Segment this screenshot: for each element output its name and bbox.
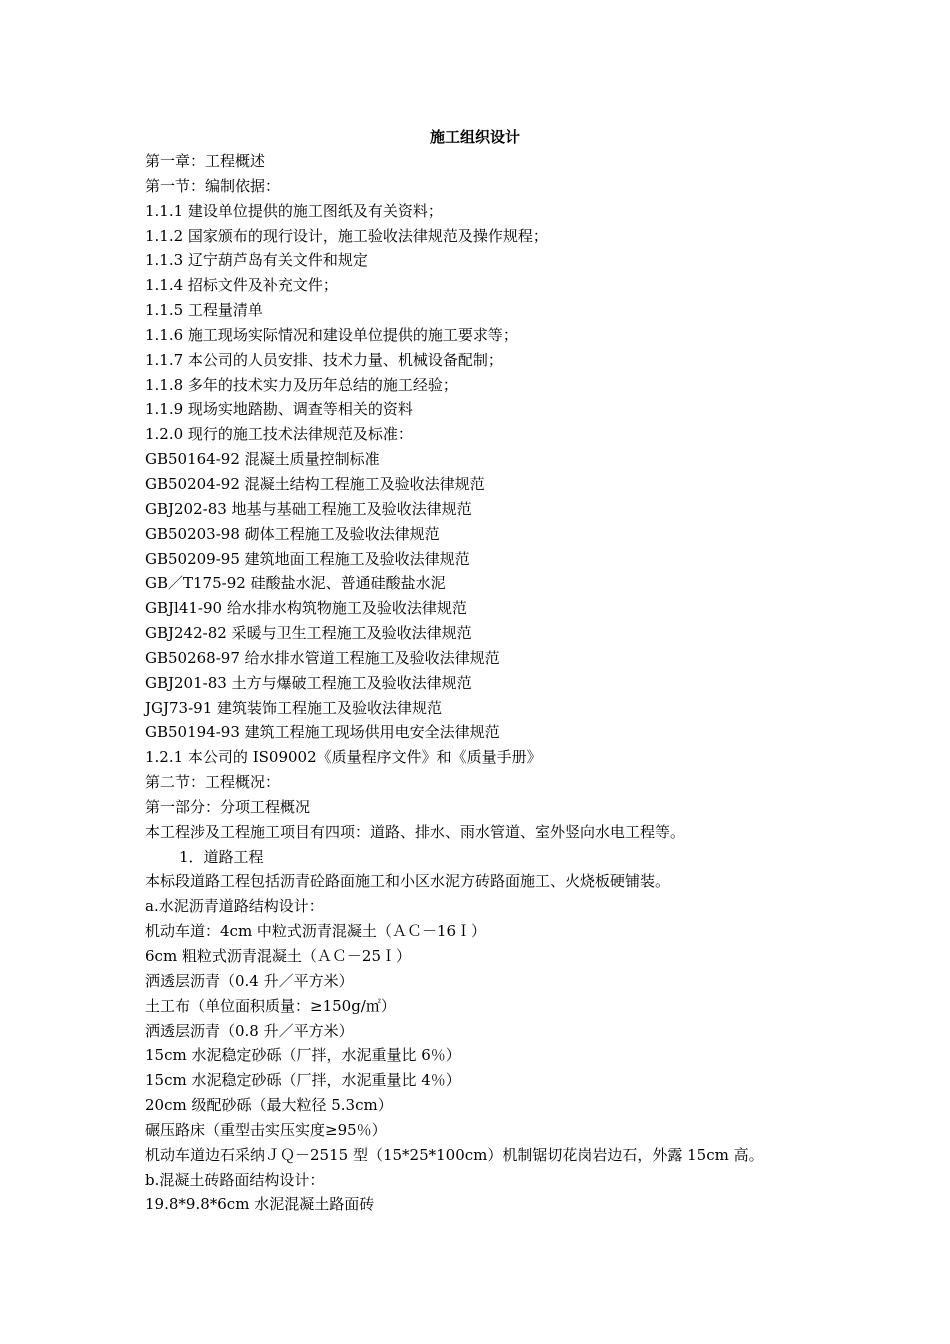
standard-item: GB50204-92 混凝土结构工程施工及验收法律规范: [145, 474, 485, 493]
basis-item: 1.1.9 现场实地踏勘、调查等相关的资料: [145, 400, 413, 419]
subsection-heading: b.混凝土砖路面结构设计：: [145, 1170, 325, 1189]
basis-item: 1.1.1 建设单位提供的施工图纸及有关资料；: [145, 201, 443, 220]
structure-layer: 碾压路床（重型击实压实度≥95％）: [145, 1120, 387, 1139]
structure-layer: 机动车道：4cm 中粒式沥青混凝土（ＡＣ－16Ｉ）: [145, 922, 487, 941]
standard-item: GBJ242-82 采暖与卫生工程施工及验收法律规范: [145, 624, 472, 643]
standard-item: GBJ202-83 地基与基础工程施工及验收法律规范: [145, 499, 472, 518]
basis-item: 1.2.1 本公司的 IS09002《质量程序文件》和《质量手册》: [145, 748, 542, 767]
structure-layer: 土工布（单位面积质量：≥150g/㎡）: [145, 996, 396, 1015]
paragraph: 本工程涉及工程施工项目有四项：道路、排水、雨水管道、室外竖向水电工程等。: [145, 822, 686, 841]
structure-layer: 20cm 级配砂砾（最大粒径 5.3cm）: [145, 1096, 393, 1115]
structure-layer: 洒透层沥青（0.4 升／平方米）: [145, 971, 354, 990]
document-body: [145, 149, 845, 1217]
basis-item: 1.1.5 工程量清单: [145, 301, 263, 320]
chapter-heading: 第一章：工程概述: [145, 152, 266, 170]
part-heading: 第一部分：分项工程概况: [145, 797, 311, 816]
section-heading: 第二节：工程概况：: [145, 773, 281, 792]
structure-layer: 洒透层沥青（0.8 升／平方米）: [145, 1021, 354, 1040]
standard-item: GB50203-98 砌体工程施工及验收法律规范: [145, 524, 440, 543]
section-heading: 第一节：编制依据：: [145, 176, 281, 195]
standard-item: GB／T175-92 硅酸盐水泥、普通硅酸盐水泥: [145, 574, 446, 593]
structure-layer: 19.8*9.8*6cm 水泥混凝土路面砖: [145, 1195, 375, 1214]
standard-item: JGJ73-91 建筑装饰工程施工及验收法律规范: [145, 698, 443, 717]
standard-item: GBJ201-83 土方与爆破工程施工及验收法律规范: [145, 673, 472, 692]
structure-layer: 6cm 粗粒式沥青混凝土（ＡＣ－25Ｉ）: [145, 947, 412, 965]
paragraph: 机动车道边石采纳ＪＱ－2515 型（15*25*100cm）机制锯切花岗岩边石，外露 15cm 高。: [145, 1145, 764, 1164]
structure-layer: 15cm 水泥稳定砂砾（厂拌，水泥重量比 4％）: [145, 1071, 461, 1090]
document-title: 施工组织设计: [429, 128, 520, 146]
standard-item: GB50268-97 给水排水管道工程施工及验收法律规范: [145, 648, 500, 667]
subsection-heading: a.水泥沥青道路结构设计：: [145, 897, 324, 916]
basis-item: 1.1.2 国家颁布的现行设计，施工验收法律规范及操作规程；: [145, 226, 548, 245]
standard-item: GB50209-95 建筑地面工程施工及验收法律规范: [145, 549, 470, 568]
basis-item: 1.1.3 辽宁葫芦岛有关文件和规定: [145, 251, 368, 270]
structure-layer: 15cm 水泥稳定砂砾（厂拌，水泥重量比 6％）: [145, 1046, 461, 1065]
basis-item: 1.2.0 现行的施工技术法律规范及标准：: [145, 425, 413, 444]
basis-item: 1.1.4 招标文件及补充文件；: [145, 276, 338, 295]
standard-item: GBJl41-90 给水排水构筑物施工及验收法律规范: [145, 599, 467, 618]
basis-item: 1.1.8 多年的技术实力及历年总结的施工经验；: [145, 375, 458, 394]
standard-item: GB50164-92 混凝土质量控制标准: [145, 450, 380, 469]
paragraph: 本标段道路工程包括沥青砼路面施工和小区水泥方砖路面施工、火烧板硬铺装。: [145, 872, 671, 891]
basis-item: 1.1.7 本公司的人员安排、技术力量、机械设备配制；: [145, 350, 503, 369]
basis-item: 1.1.6 施工现场实际情况和建设单位提供的施工要求等；: [145, 325, 518, 344]
numbered-heading: 1．道路工程: [179, 847, 264, 866]
standard-item: GB50194-93 建筑工程施工现场供用电安全法律规范: [145, 723, 500, 742]
